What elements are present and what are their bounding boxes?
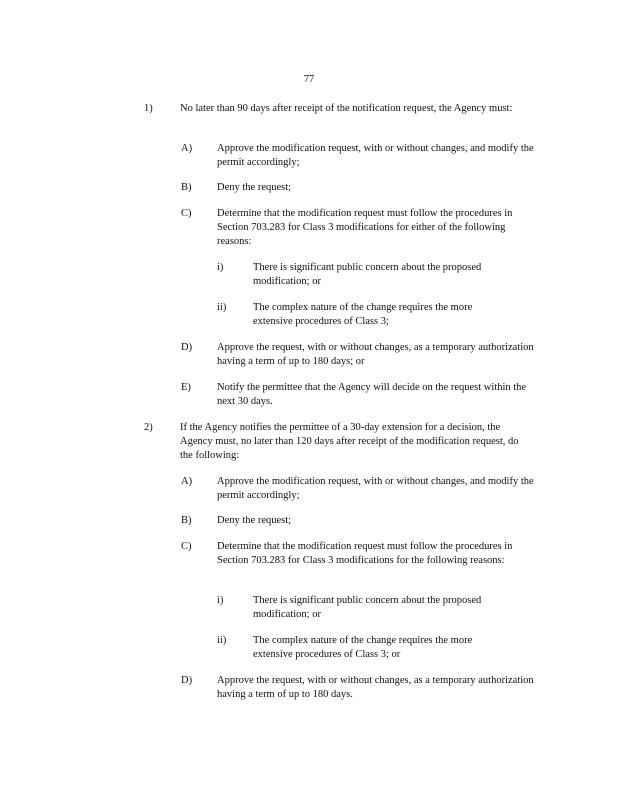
list-marker: D) — [181, 342, 193, 353]
list-marker: B) — [181, 515, 192, 526]
list-marker: i) — [217, 595, 224, 606]
list-item-text: The complex nature of the change requires the more extensive procedures of Class 3; or — [253, 635, 473, 660]
list-item-text: The complex nature of the change requires the more extensive procedures of Class 3; — [253, 302, 473, 327]
list-item-text: Deny the request; — [217, 182, 292, 193]
list-marker: E) — [181, 382, 191, 393]
list-marker: C) — [181, 541, 192, 552]
list-marker: i) — [217, 262, 224, 273]
list-item-text: Approve the request, with or without changes, as a temporary authorization having a term of up to 180 days. — [217, 675, 534, 700]
list-item-text: Notify the permittee that the Agency will decide on the request within the next 30 days. — [217, 382, 527, 407]
list-marker: A) — [181, 476, 193, 487]
list-item-text: Approve the request, with or without changes, as a temporary authorization having a term of up to 180 days; or — [217, 342, 534, 367]
list-marker: ii) — [217, 635, 227, 646]
list-item-text: No later than 90 days after receipt of the notification request, the Agency must: — [180, 103, 513, 114]
list-marker: 1) — [144, 103, 153, 114]
list-item-text: If the Agency notifies the permittee of a 30-day extension for a decision, the Agency must, no later than 120 days after receipt of the modification request, do the following: — [180, 422, 519, 461]
list-marker: 2) — [144, 422, 153, 433]
list-marker: ii) — [217, 302, 227, 313]
list-item-text: Deny the request; — [217, 515, 292, 526]
list-item-text: Determine that the modification request must follow the procedures in Section 703.283 for Class 3 modifications for the following reasons: — [217, 541, 513, 566]
list-item-text: There is significant public concern about the proposed modification; or — [253, 595, 482, 620]
list-marker: A) — [181, 143, 193, 154]
list-item-text: Approve the modification request, with or without changes, and modify the permit accordingly; — [217, 143, 534, 168]
list-marker: C) — [181, 208, 192, 219]
list-marker: D) — [181, 675, 193, 686]
page-number: 77 — [303, 74, 315, 85]
list-item-text: Determine that the modification request must follow the procedures in Section 703.283 for Class 3 modifications for either of the following reasons: — [217, 208, 513, 247]
list-item-text: Approve the modification request, with or without changes, and modify the permit accordingly; — [217, 476, 534, 501]
list-marker: B) — [181, 182, 192, 193]
list-item-text: There is significant public concern about the proposed modification; or — [253, 262, 482, 287]
